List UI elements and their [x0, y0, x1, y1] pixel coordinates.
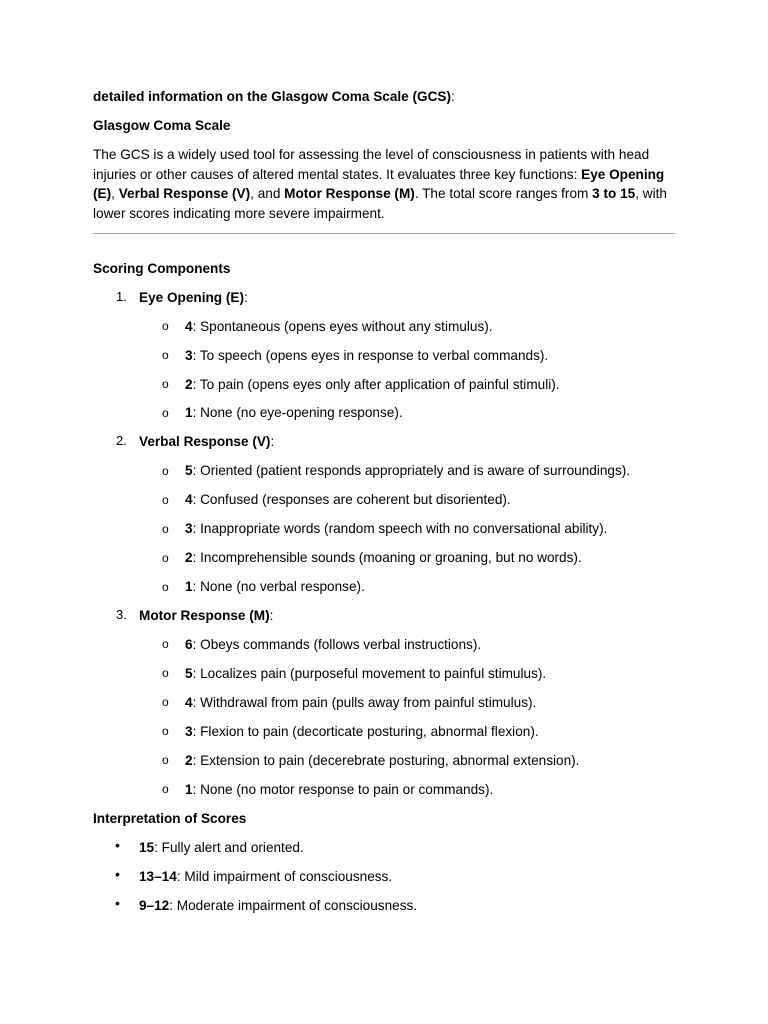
list-item — [185, 375, 560, 394]
component-name: Verbal Response (V) — [139, 434, 271, 449]
score-description: : Spontaneous (opens eyes without any stimulus). — [192, 319, 493, 334]
intro-colon: : — [451, 89, 455, 104]
motor-response-term: Motor Response (M) — [284, 186, 415, 201]
component-colon: : — [244, 290, 248, 305]
list-number: 2. — [116, 433, 127, 448]
score-value: 1 — [185, 782, 193, 797]
score-value: 2 — [185, 753, 193, 768]
component-name: Motor Response (M) — [139, 608, 270, 623]
list-item — [185, 346, 548, 365]
list-item — [185, 490, 511, 509]
paragraph-sep-2: , and — [250, 186, 285, 201]
score-description: : Oriented (patient responds appropriately and is aware of surroundings). — [192, 463, 631, 478]
eye-opening-term: Eye Opening (E) — [93, 166, 665, 201]
list-item — [185, 635, 481, 654]
sub-bullet: o — [162, 782, 169, 796]
sub-bullet: o — [162, 724, 169, 738]
score-value: 5 — [185, 666, 193, 681]
score-range: 9–12 — [139, 898, 170, 913]
interpretation-heading: Interpretation of Scores — [93, 811, 247, 826]
list-item — [185, 403, 403, 422]
sub-bullet: o — [162, 753, 169, 767]
list-item — [185, 548, 582, 567]
score-value: 4 — [185, 695, 193, 710]
list-item — [185, 693, 536, 712]
list-item — [185, 780, 493, 799]
component-colon: : — [270, 434, 275, 449]
score-description: : Incomprehensible sounds (moaning or groaning, but no words). — [192, 550, 582, 565]
score-description: : Flexion to pain (decorticate posturing, abnormal flexion). — [192, 724, 539, 739]
score-value: 6 — [185, 637, 193, 652]
score-meaning: : Fully alert and oriented. — [154, 840, 304, 855]
list-item — [185, 519, 607, 538]
list-item — [185, 461, 630, 480]
sub-bullet: o — [162, 377, 169, 391]
paragraph-text-1: The GCS is a widely used tool for assessing the level of consciousness in patients with head injuries or other causes of altered mental states. It evaluates three key functions: — [93, 147, 650, 182]
score-description: : None (no eye-opening response). — [192, 405, 403, 420]
list-item — [139, 896, 417, 915]
sub-bullet: o — [162, 522, 169, 536]
sub-bullet: o — [162, 580, 169, 594]
component-title — [139, 606, 273, 625]
component-colon: : — [269, 608, 274, 623]
score-value: 1 — [185, 579, 193, 594]
score-description: : Extension to pain (decerebrate posturing, abnormal extension). — [192, 753, 580, 768]
sub-bullet: o — [162, 348, 169, 362]
paragraph-sep-1: , — [111, 186, 119, 201]
score-range: 15 — [139, 840, 155, 855]
bullet: • — [115, 895, 120, 911]
score-value: 3 — [185, 724, 193, 739]
score-meaning: : Moderate impairment of consciousness. — [169, 898, 418, 913]
sub-bullet: o — [162, 319, 169, 333]
list-item — [185, 664, 546, 683]
sub-bullet: o — [162, 493, 169, 507]
sub-bullet: o — [162, 406, 169, 420]
score-value: 4 — [185, 319, 193, 334]
sub-bullet: o — [162, 637, 169, 651]
intro-line — [93, 87, 455, 106]
sub-bullet: o — [162, 695, 169, 709]
paragraph-text-2: . The total score ranges from — [414, 186, 593, 201]
score-description: : None (no verbal response). — [192, 579, 365, 594]
score-description: : Withdrawal from pain (pulls away from painful stimulus). — [192, 695, 537, 710]
score-description: : To speech (opens eyes in response to verbal commands). — [192, 348, 549, 363]
scoring-components-heading: Scoring Components — [93, 261, 231, 276]
sub-bullet: o — [162, 551, 169, 565]
list-item — [185, 751, 579, 770]
score-description: : Localizes pain (purposeful movement to painful stimulus). — [192, 666, 547, 681]
sub-bullet: o — [162, 666, 169, 680]
score-value: 5 — [185, 463, 193, 478]
component-name: Eye Opening (E) — [139, 290, 244, 305]
score-description: : To pain (opens eyes only after application of painful stimuli). — [192, 377, 560, 392]
intro-text: detailed information on the Glasgow Coma Scale (GCS) — [93, 89, 452, 104]
page-title: Glasgow Coma Scale — [93, 118, 231, 133]
horizontal-divider — [93, 233, 675, 234]
list-item — [139, 867, 392, 886]
score-description: : None (no motor response to pain or commands). — [192, 782, 494, 797]
component-title — [139, 432, 274, 451]
verbal-response-term: Verbal Response (V) — [118, 186, 251, 201]
list-item — [185, 722, 539, 741]
intro-paragraph — [93, 145, 675, 223]
list-item — [185, 317, 493, 336]
score-description: : Obeys commands (follows verbal instructions). — [192, 637, 482, 652]
component-title — [139, 288, 248, 307]
bullet: • — [115, 837, 120, 853]
list-item — [139, 838, 304, 857]
score-meaning: : Mild impairment of consciousness. — [176, 869, 393, 884]
score-value: 2 — [185, 377, 193, 392]
score-description: : Confused (responses are coherent but disoriented). — [192, 492, 511, 507]
score-range: 13–14 — [139, 869, 177, 884]
list-number: 1. — [116, 289, 127, 304]
sub-bullet: o — [162, 464, 169, 478]
score-value: 3 — [185, 348, 193, 363]
bullet: • — [115, 866, 120, 882]
score-range-term: 3 to 15 — [592, 186, 636, 201]
score-description: : Inappropriate words (random speech with no conversational ability). — [192, 521, 608, 536]
score-value: 3 — [185, 521, 193, 536]
score-value: 4 — [185, 492, 193, 507]
list-item — [185, 577, 365, 596]
list-number: 3. — [116, 607, 127, 622]
score-value: 2 — [185, 550, 193, 565]
paragraph-text-3: , with lower scores indicating more severe impairment. — [93, 186, 667, 221]
score-value: 1 — [185, 405, 193, 420]
